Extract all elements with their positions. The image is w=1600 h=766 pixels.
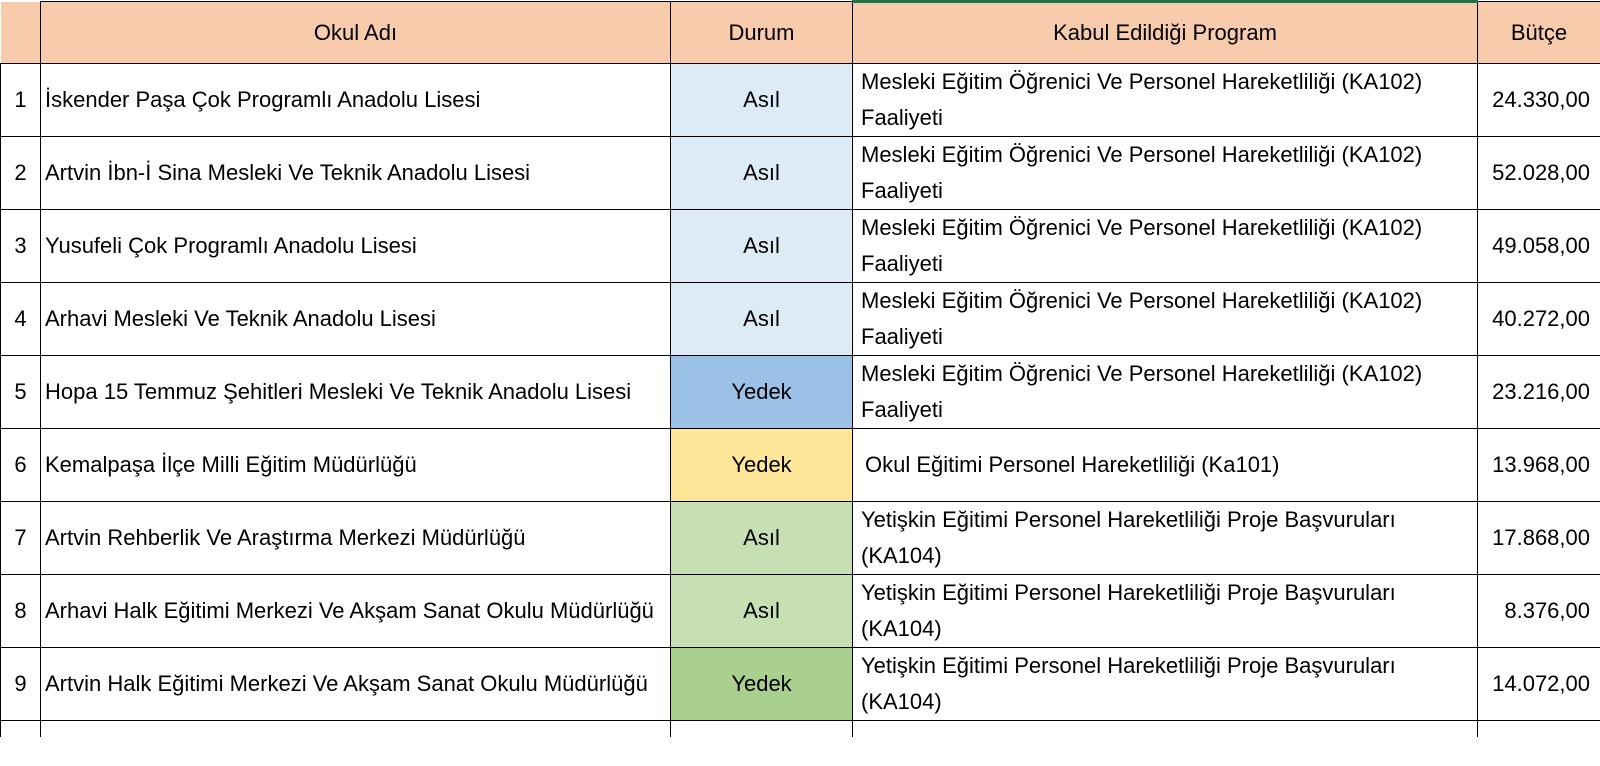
header-corner-cell[interactable]: [1, 2, 41, 64]
status-cell[interactable]: Asıl: [671, 283, 853, 356]
header-status[interactable]: Durum: [671, 2, 853, 64]
header-school[interactable]: Okul Adı: [41, 2, 671, 64]
row-number-cell[interactable]: 3: [1, 210, 41, 283]
program-cell[interactable]: Yetişkin Eğitimi Personel Hareketliliği Proje Başvuruları (KA104): [853, 502, 1478, 575]
program-cell[interactable]: Okul Eğitimi Personel Hareketliliği (Ka101): [853, 429, 1478, 502]
program-cell[interactable]: Mesleki Eğitim Öğrenici Ve Personel Hareketliliği (KA102) Faaliyeti: [853, 283, 1478, 356]
row-number-cell[interactable]: 9: [1, 648, 41, 721]
table-row: [1, 356, 1600, 429]
status-cell[interactable]: Yedek: [671, 356, 853, 429]
program-cell[interactable]: Mesleki Eğitim Öğrenici Ve Personel Hareketliliği (KA102) Faaliyeti: [853, 356, 1478, 429]
budget-cell[interactable]: 8.376,00: [1478, 575, 1600, 648]
table-row: [1, 64, 1600, 137]
empty-row: [1, 721, 1600, 738]
row-number-cell[interactable]: 2: [1, 137, 41, 210]
school-name-cell[interactable]: Artvin İbn-İ Sina Mesleki Ve Teknik Anadolu Lisesi: [41, 137, 671, 210]
empty-cell[interactable]: [671, 721, 853, 738]
status-cell[interactable]: Asıl: [671, 64, 853, 137]
school-name-cell[interactable]: Arhavi Mesleki Ve Teknik Anadolu Lisesi: [41, 283, 671, 356]
status-cell[interactable]: Yedek: [671, 648, 853, 721]
header-program[interactable]: Kabul Edildiği Program: [853, 2, 1478, 64]
table-row: [1, 502, 1600, 575]
empty-cell[interactable]: [1478, 721, 1600, 738]
budget-cell[interactable]: 17.868,00: [1478, 502, 1600, 575]
program-cell[interactable]: Mesleki Eğitim Öğrenici Ve Personel Hareketliliği (KA102) Faaliyeti: [853, 137, 1478, 210]
table-row: [1, 575, 1600, 648]
school-name-cell[interactable]: Artvin Halk Eğitimi Merkezi Ve Akşam Sanat Okulu Müdürlüğü: [41, 648, 671, 721]
header-budget[interactable]: Bütçe: [1478, 2, 1600, 64]
budget-cell[interactable]: 52.028,00: [1478, 137, 1600, 210]
row-number-cell[interactable]: 7: [1, 502, 41, 575]
school-name-cell[interactable]: Hopa 15 Temmuz Şehitleri Mesleki Ve Teknik Anadolu Lisesi: [41, 356, 671, 429]
row-number-cell[interactable]: 5: [1, 356, 41, 429]
table-row: [1, 137, 1600, 210]
school-name-cell[interactable]: Kemalpaşa İlçe Milli Eğitim Müdürlüğü: [41, 429, 671, 502]
program-cell[interactable]: Mesleki Eğitim Öğrenici Ve Personel Hareketliliği (KA102) Faaliyeti: [853, 210, 1478, 283]
header-row: [1, 2, 1600, 64]
school-name-cell[interactable]: İskender Paşa Çok Programlı Anadolu Lisesi: [41, 64, 671, 137]
program-cell[interactable]: Yetişkin Eğitimi Personel Hareketliliği Proje Başvuruları (KA104): [853, 575, 1478, 648]
empty-cell[interactable]: [41, 721, 671, 738]
budget-cell[interactable]: 14.072,00: [1478, 648, 1600, 721]
table-row: [1, 429, 1600, 502]
empty-cell[interactable]: [1, 721, 41, 738]
budget-cell[interactable]: 23.216,00: [1478, 356, 1600, 429]
school-name-cell[interactable]: Arhavi Halk Eğitimi Merkezi Ve Akşam Sanat Okulu Müdürlüğü: [41, 575, 671, 648]
status-cell[interactable]: Asıl: [671, 210, 853, 283]
budget-cell[interactable]: 13.968,00: [1478, 429, 1600, 502]
table-row: [1, 210, 1600, 283]
row-number-cell[interactable]: 6: [1, 429, 41, 502]
school-name-cell[interactable]: Yusufeli Çok Programlı Anadolu Lisesi: [41, 210, 671, 283]
table-row: [1, 283, 1600, 356]
budget-cell[interactable]: 24.330,00: [1478, 64, 1600, 137]
status-cell[interactable]: Asıl: [671, 502, 853, 575]
status-cell[interactable]: Asıl: [671, 575, 853, 648]
status-cell[interactable]: Asıl: [671, 137, 853, 210]
empty-cell[interactable]: [853, 721, 1478, 738]
school-name-cell[interactable]: Artvin Rehberlik Ve Araştırma Merkezi Müdürlüğü: [41, 502, 671, 575]
program-cell[interactable]: Yetişkin Eğitimi Personel Hareketliliği Proje Başvuruları (KA104): [853, 648, 1478, 721]
table-row: [1, 648, 1600, 721]
row-number-cell[interactable]: 4: [1, 283, 41, 356]
budget-cell[interactable]: 49.058,00: [1478, 210, 1600, 283]
row-number-cell[interactable]: 1: [1, 64, 41, 137]
status-cell[interactable]: Yedek: [671, 429, 853, 502]
row-number-cell[interactable]: 8: [1, 575, 41, 648]
budget-cell[interactable]: 40.272,00: [1478, 283, 1600, 356]
program-cell[interactable]: Mesleki Eğitim Öğrenici Ve Personel Hareketliliği (KA102) Faaliyeti: [853, 64, 1478, 137]
